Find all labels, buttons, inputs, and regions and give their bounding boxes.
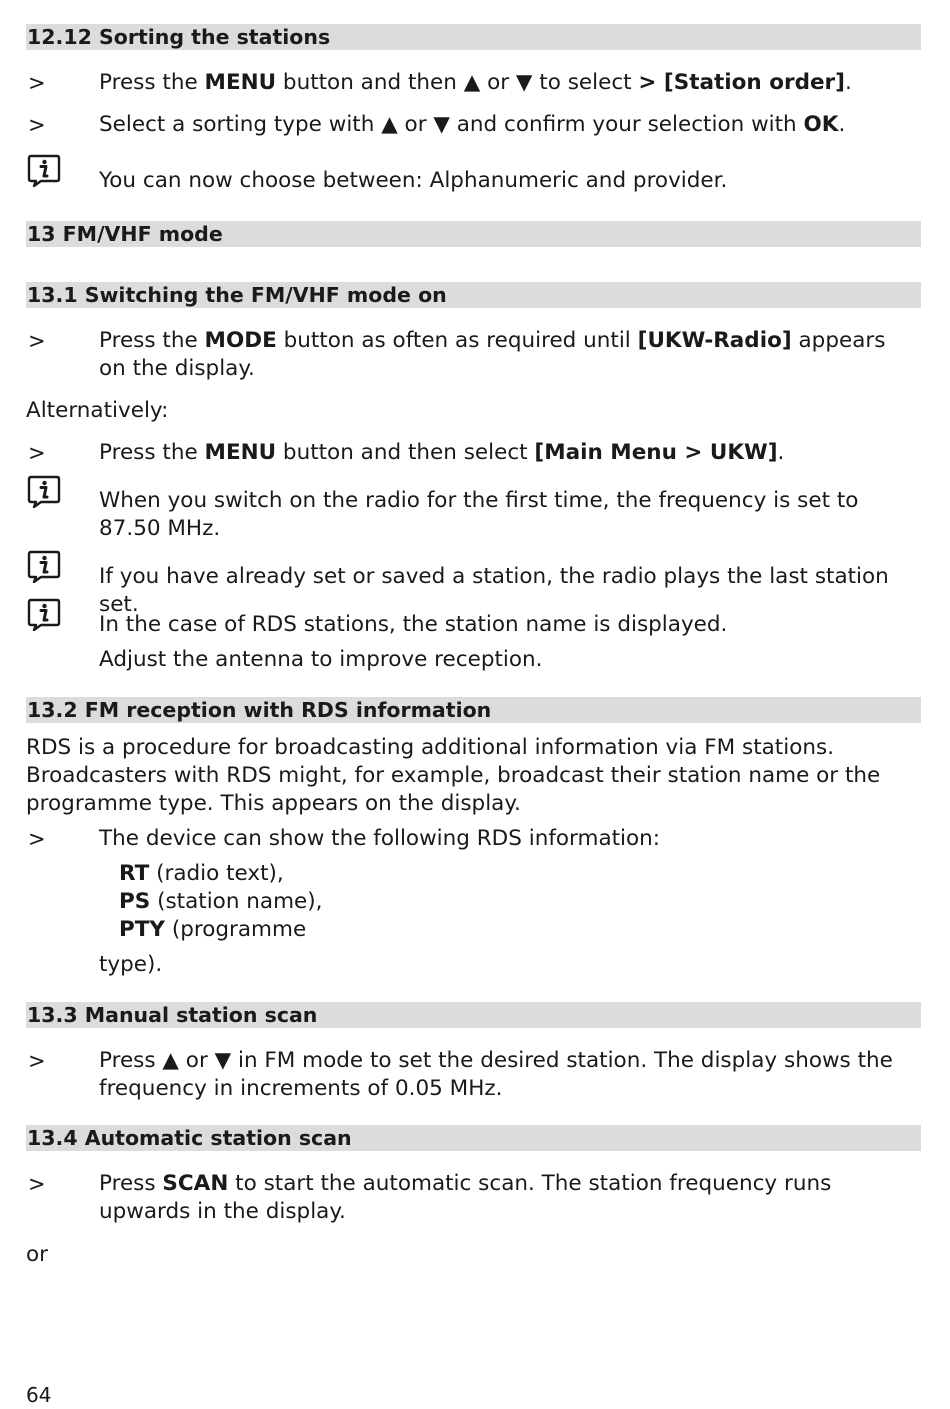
note-rds-name: In the case of RDS stations, the station name is displayed. bbox=[99, 612, 728, 637]
note-first-frequency: When you switch on the radio for the first time, the frequency is set to 87.50 MHz. bbox=[99, 488, 859, 541]
step-marker: > bbox=[28, 113, 46, 137]
info-icon bbox=[27, 153, 61, 187]
info-icon bbox=[27, 549, 61, 583]
section-heading-switching-fm: 13.1 Switching the FM/VHF mode on bbox=[26, 282, 921, 308]
step-marker: > bbox=[28, 827, 46, 851]
section-heading-auto-scan: 13.4 Automatic station scan bbox=[26, 1125, 921, 1151]
or-label: or bbox=[26, 1242, 48, 1267]
section-heading-fm-mode: 13 FM/VHF mode bbox=[26, 221, 921, 247]
step-marker: > bbox=[28, 71, 46, 95]
rds-item-rt: RT (radio text), bbox=[119, 861, 284, 886]
note-antenna: Adjust the antenna to improve reception. bbox=[99, 647, 543, 672]
step-rds-info: The device can show the following RDS information: bbox=[99, 826, 661, 851]
section-heading-rds: 13.2 FM reception with RDS information bbox=[26, 697, 921, 723]
step-auto-scan: Press SCAN to start the automatic scan. The station frequency runs upwards in the display. bbox=[99, 1171, 832, 1224]
step-manual-scan: Press ▲ or ▼ in FM mode to set the desired station. The display shows the frequency in increments of 0.05 MHz. bbox=[99, 1048, 893, 1101]
rds-item-pty-cont: type). bbox=[99, 952, 163, 977]
note-last-station: If you have already set or saved a station, the radio plays the last station set. bbox=[99, 564, 889, 617]
step-marker: > bbox=[28, 329, 46, 353]
step-main-menu-ukw: Press the MENU button and then select [Main Menu > UKW]. bbox=[99, 440, 785, 465]
page-number: 64 bbox=[26, 1383, 52, 1407]
step-mode-button: Press the MODE button as often as required until [UKW-Radio] appears on the display. bbox=[99, 328, 886, 381]
section-heading-manual-scan: 13.3 Manual station scan bbox=[26, 1002, 921, 1028]
alternatively-label: Alternatively: bbox=[26, 398, 169, 423]
rds-item-pty: PTY (programme bbox=[119, 917, 307, 942]
rds-item-ps: PS (station name), bbox=[119, 889, 323, 914]
info-icon bbox=[27, 597, 61, 631]
rds-paragraph: RDS is a procedure for broadcasting additional information via FM stations. Broadcasters with RDS might, for example, broadcast their station name or the programme type. This appears on the display. bbox=[26, 735, 881, 816]
section-heading-sorting: 12.12 Sorting the stations bbox=[26, 24, 921, 50]
step-select-sorting: Select a sorting type with ▲ or ▼ and confirm your selection with OK. bbox=[99, 112, 846, 137]
step-marker: > bbox=[28, 1049, 46, 1073]
step-marker: > bbox=[28, 441, 46, 465]
step-marker: > bbox=[28, 1172, 46, 1196]
info-icon bbox=[27, 474, 61, 508]
note-sorting-options: You can now choose between: Alphanumeric and provider. bbox=[99, 168, 728, 193]
step-menu-station-order: Press the MENU button and then ▲ or ▼ to select > [Station order]. bbox=[99, 70, 852, 95]
